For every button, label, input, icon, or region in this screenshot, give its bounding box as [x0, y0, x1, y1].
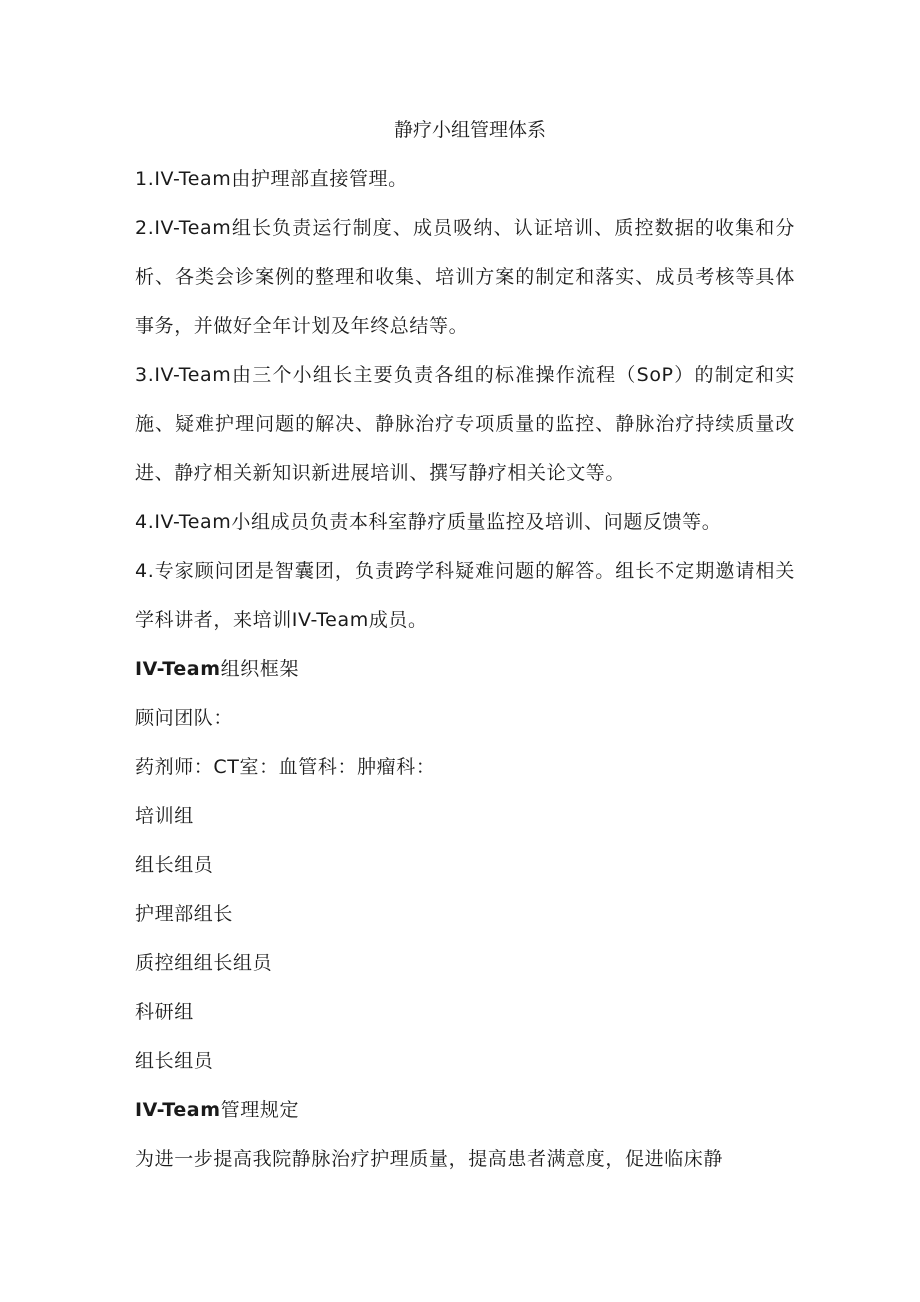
- document-content: [135, 106, 795, 1184]
- section-heading-zh: 管理规定: [220, 1099, 300, 1121]
- section-heading-management-rules: [135, 1086, 795, 1135]
- paragraph-4: 4.IV-Team小组成员负责本科室静疗质量监控及培训、问题反馈等。: [135, 511, 722, 533]
- document-title: 静疗小组管理体系: [393, 119, 546, 141]
- section-heading-org-framework: [135, 645, 795, 694]
- paragraph-5: 4.专家顾问团是智囊团，负责跨学科疑难问题的解答。组长不定期邀请相关学科讲者，来培训IV-Team成员。: [135, 560, 795, 631]
- framework-line-research-group: 科研组: [135, 1001, 194, 1023]
- framework-line-training-members: 组长组员: [135, 854, 214, 876]
- paragraph-3: 3.IV-Team由三个小组长主要负责各组的标准操作流程（SoP）的制定和实施、疑难护理问题的解决、静脉治疗专项质量的监控、静脉治疗持续质量改进、静疗相关新知识新进展培训、撰写静疗相关论文等。: [135, 364, 795, 484]
- framework-line-nursing-leader: 护理部组长: [135, 903, 234, 925]
- paragraph-1: 1.IV-Team由护理部直接管理。: [135, 168, 408, 190]
- section-heading-zh: 组织框架: [220, 658, 300, 680]
- framework-line-departments: 药剂师：CT室：血管科：肿瘤科：: [135, 756, 436, 778]
- section-heading-en: IV-Team: [135, 1099, 221, 1121]
- framework-line-research-members: 组长组员: [135, 1050, 214, 1072]
- management-rules-text: 为进一步提高我院静脉治疗护理质量，提高患者满意度，促进临床静: [135, 1148, 724, 1170]
- framework-line-qc-group: 质控组组长组员: [135, 952, 273, 974]
- framework-line-advisors: 顾问团队：: [135, 707, 234, 729]
- framework-line-training-group: 培训组: [135, 805, 194, 827]
- section-heading-en: IV-Team: [135, 658, 221, 680]
- paragraph-2: 2.IV-Team组长负责运行制度、成员吸纳、认证培训、质控数据的收集和分析、各类会诊案例的整理和收集、培训方案的制定和落实、成员考核等具体事务，并做好全年计划及年终总结等。: [135, 217, 795, 337]
